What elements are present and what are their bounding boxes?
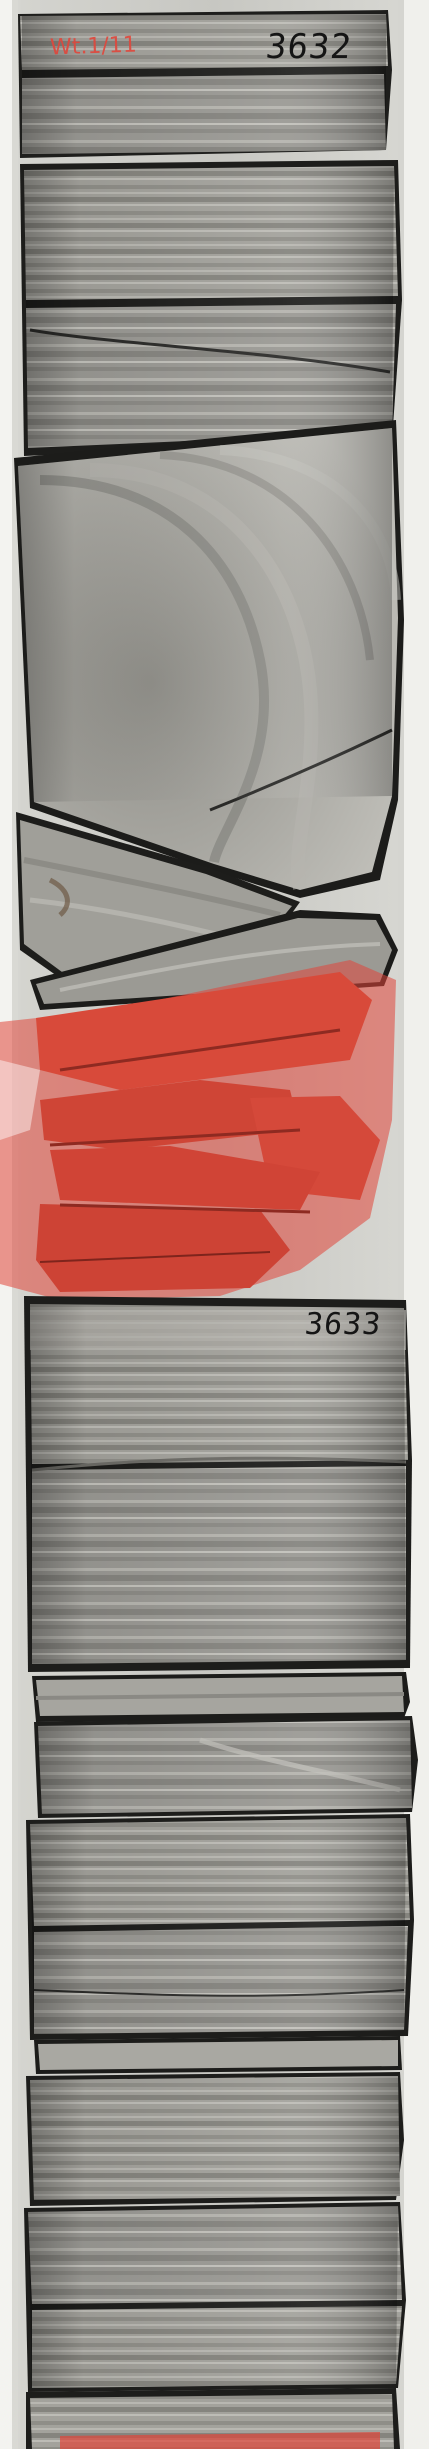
core-segment-9	[26, 1814, 414, 2040]
core-segment-10	[34, 2036, 402, 2074]
core-segment-8	[34, 1716, 418, 1818]
depth-label-top: 3632	[263, 27, 354, 67]
core-segment-13	[26, 2388, 400, 2449]
core-segment-6	[24, 1296, 412, 1672]
depth-label-lower: 3633	[303, 1307, 384, 1342]
core-segment-11	[26, 2072, 404, 2206]
tray-right-edge	[404, 0, 429, 2449]
core-segment-12	[24, 2202, 406, 2392]
core-segment-7	[32, 1672, 410, 1722]
core-segment-2	[20, 160, 402, 456]
red-marker-annotation: Wt.1/11	[49, 32, 138, 61]
